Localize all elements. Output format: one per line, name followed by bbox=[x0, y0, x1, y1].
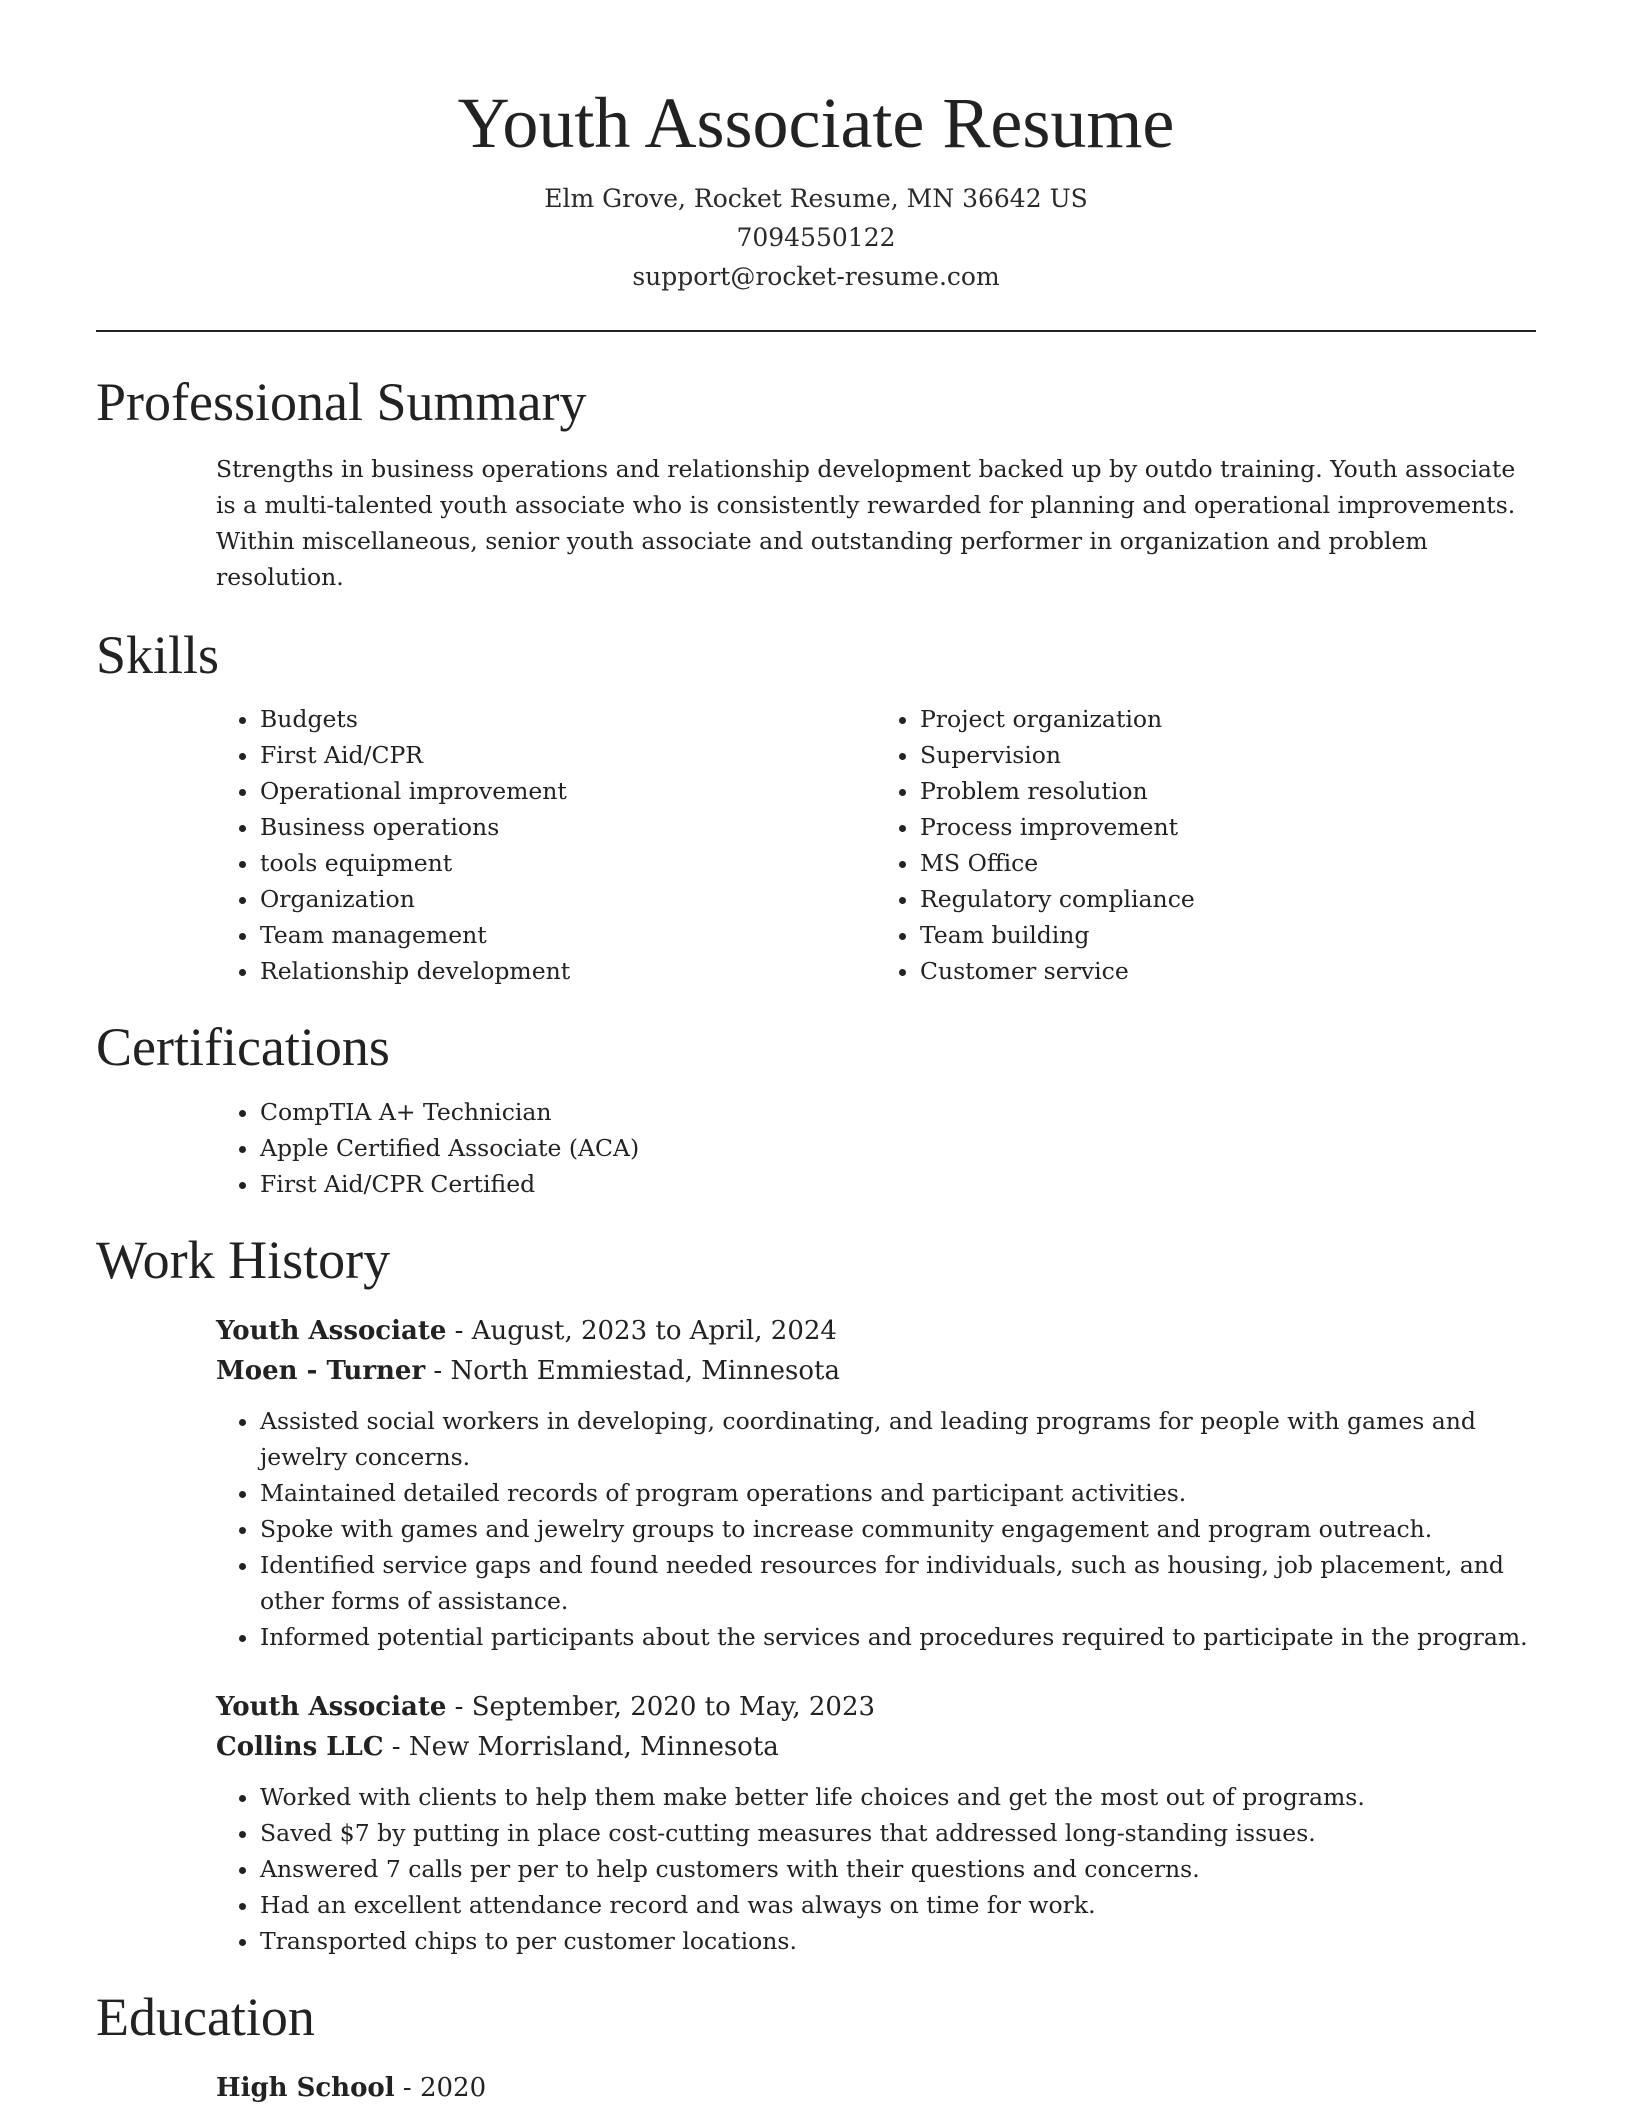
skill-item: • Process improvement bbox=[920, 809, 1536, 845]
education-section bbox=[96, 1985, 1536, 2108]
skill-item: • First Aid/CPR bbox=[260, 737, 876, 773]
job-location: - New Morrisland, Minnesota bbox=[383, 1731, 779, 1762]
skills-list-left bbox=[216, 701, 876, 989]
job-bullet: • Informed potential participants about the services and procedures required to participate in the program. bbox=[260, 1619, 1536, 1655]
certifications-section bbox=[96, 1015, 1536, 1202]
certification-item: • First Aid/CPR Certified bbox=[260, 1166, 1536, 1202]
job-bullet: • Assisted social workers in developing, coordinating, and leading programs for people with games and jewelry concerns. bbox=[260, 1403, 1536, 1475]
skill-item: • Supervision bbox=[920, 737, 1536, 773]
skill-item: • Operational improvement bbox=[260, 773, 876, 809]
skill-item: • Business operations bbox=[260, 809, 876, 845]
job-dates: - September, 2020 to May, 2023 bbox=[446, 1691, 876, 1722]
job-bullet-list bbox=[216, 1779, 1536, 1959]
skill-item: • Regulatory compliance bbox=[920, 881, 1536, 917]
skills-grid bbox=[216, 701, 1536, 989]
skills-heading: Skills bbox=[96, 624, 220, 685]
job-dates: - August, 2023 to April, 2024 bbox=[446, 1315, 837, 1346]
contact-block bbox=[0, 179, 1632, 296]
education-degree: High School bbox=[216, 2072, 395, 2103]
skills-list-right bbox=[876, 701, 1536, 989]
skill-item: • Customer service bbox=[920, 953, 1536, 989]
education-entry bbox=[216, 2068, 1536, 2108]
education-year: - 2020 bbox=[394, 2072, 487, 2103]
job-location: - North Emmiestad, Minnesota bbox=[425, 1355, 840, 1386]
work-history-heading: Work History bbox=[96, 1230, 391, 1291]
job-bullet: • Maintained detailed records of program operations and participant activities. bbox=[260, 1475, 1536, 1511]
skill-item: • MS Office bbox=[920, 845, 1536, 881]
skill-item: • tools equipment bbox=[260, 845, 876, 881]
certification-item: • Apple Certified Associate (ACA) bbox=[260, 1130, 1536, 1166]
job-role: Youth Associate bbox=[216, 1315, 447, 1346]
job-bullet: • Had an excellent attendance record and was always on time for work. bbox=[260, 1887, 1536, 1923]
job-bullet: • Answered 7 calls per per to help customers with their questions and concerns. bbox=[260, 1851, 1536, 1887]
skill-item: • Project organization bbox=[920, 701, 1536, 737]
skill-item: • Team management bbox=[260, 917, 876, 953]
resume-header bbox=[0, 0, 1632, 296]
job-role: Youth Associate bbox=[216, 1691, 447, 1722]
summary-text: Strengths in business operations and relationship development backed up by outdo training. Youth associate is a multi-talented youth associate who is consistently rewarded for planning and operational improvements. Within miscellaneous, senior youth associate and outstanding performer in organization and problem resolution. bbox=[216, 454, 1516, 591]
job-title-line bbox=[216, 1687, 1536, 1727]
education-heading: Education bbox=[96, 1986, 315, 2047]
skill-item: • Problem resolution bbox=[920, 773, 1536, 809]
resume-title: Youth Associate Resume bbox=[457, 83, 1175, 163]
summary-heading: Professional Summary bbox=[96, 371, 587, 432]
job-bullet: • Spoke with games and jewelry groups to increase community engagement and program outreach. bbox=[260, 1511, 1536, 1547]
contact-email: support@rocket-resume.com bbox=[632, 261, 1000, 291]
summary-section bbox=[96, 370, 1536, 595]
job-entry bbox=[216, 1311, 1536, 1655]
job-title-line bbox=[216, 1311, 1536, 1351]
contact-phone: 7094550122 bbox=[736, 222, 896, 252]
skill-item: • Budgets bbox=[260, 701, 876, 737]
header-divider bbox=[96, 330, 1536, 332]
skill-item: • Organization bbox=[260, 881, 876, 917]
job-bullet: • Saved $7 by putting in place cost-cutting measures that addressed long-standing issues. bbox=[260, 1815, 1536, 1851]
job-company-line bbox=[216, 1351, 1536, 1391]
job-bullet-list bbox=[216, 1403, 1536, 1655]
certification-item: • CompTIA A+ Technician bbox=[260, 1094, 1536, 1130]
job-bullet: • Worked with clients to help them make better life choices and get the most out of programs. bbox=[260, 1779, 1536, 1815]
job-bullet: • Transported chips to per customer locations. bbox=[260, 1923, 1536, 1959]
contact-address: Elm Grove, Rocket Resume, MN 36642 US bbox=[544, 183, 1088, 213]
certifications-heading: Certifications bbox=[96, 1017, 390, 1078]
skills-section bbox=[96, 623, 1536, 990]
job-company: Moen - Turner bbox=[216, 1355, 426, 1386]
job-entry bbox=[216, 1687, 1536, 1959]
certifications-list bbox=[216, 1094, 1536, 1202]
skill-item: • Relationship development bbox=[260, 953, 876, 989]
job-bullet: • Identified service gaps and found needed resources for individuals, such as housing, job placement, and other forms of assistance. bbox=[260, 1547, 1536, 1619]
skill-item: • Team building bbox=[920, 917, 1536, 953]
job-company: Collins LLC bbox=[216, 1731, 384, 1762]
job-company-line bbox=[216, 1727, 1536, 1767]
work-history-section bbox=[96, 1228, 1536, 1959]
